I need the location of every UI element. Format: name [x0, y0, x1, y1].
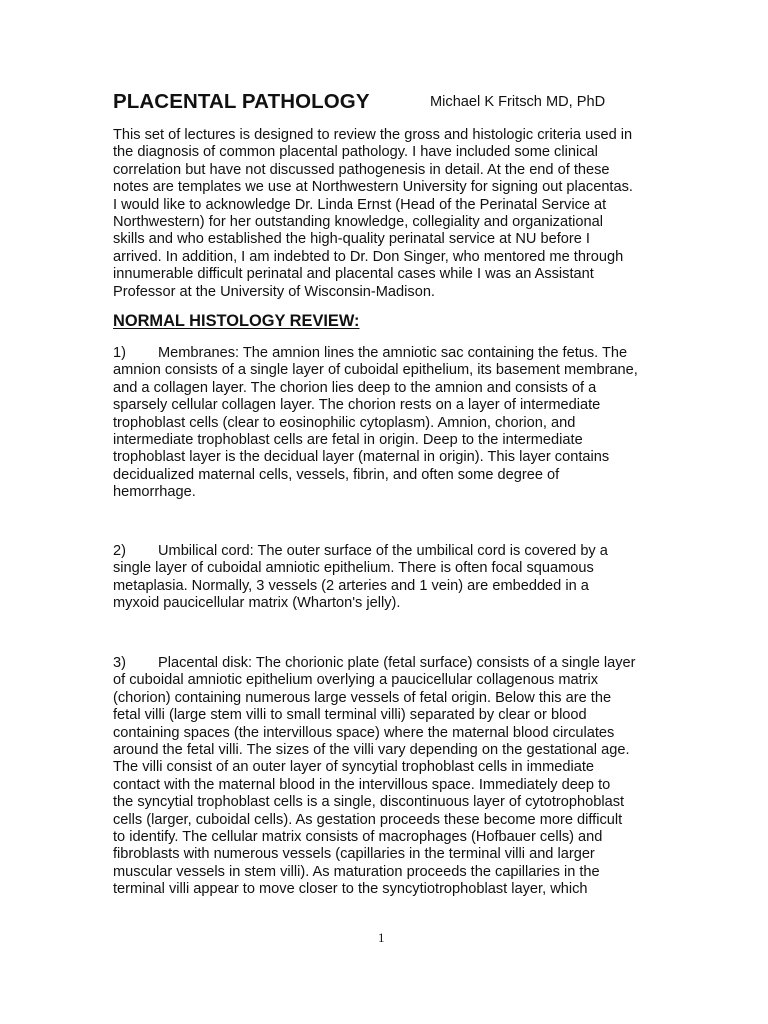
text-line: Professor at the University of Wisconsin-Madison.: [113, 283, 435, 300]
text-line: amnion consists of a single layer of cuboidal epithelium, its basement membrane,: [113, 362, 638, 379]
text-line: trophoblast cells (clear to eosinophilic cytoplasm). Amnion, chorion, and: [113, 414, 576, 431]
item-first-line: [113, 345, 673, 362]
item-umbilical-cord: [113, 543, 673, 613]
section-heading: NORMAL HISTOLOGY REVIEW:: [113, 312, 360, 330]
item-first-line: [113, 543, 673, 560]
text-line: This set of lectures is designed to review the gross and histologic criteria used in: [113, 127, 633, 143]
text-line: (chorion) containing numerous large vessels of fetal origin. Below this are the: [113, 689, 612, 706]
item-placental-disk: [113, 655, 673, 898]
text-line: contact with the maternal blood in the intervillous space. Immediately deep to: [113, 776, 611, 793]
text-line: terminal villi appear to move closer to the syncytiotrophoblast layer, which: [113, 881, 588, 898]
text-line: of cuboidal amniotic epithelium overlying a paucicellular collagenous matrix: [113, 672, 599, 689]
item-membranes: [113, 345, 673, 502]
text-line: The villi consist of an outer layer of syncytial trophoblast cells in immediate: [113, 759, 594, 776]
page-number: 1: [378, 930, 385, 945]
intro-paragraph: [113, 127, 673, 301]
text-line: innumerable difficult perinatal and placental cases while I was an Assistant: [113, 266, 594, 283]
text-line: skills and who established the high-quality perinatal service at NU before I: [113, 231, 590, 248]
item-lead-text: Umbilical cord: The outer surface of the umbilical cord is covered by a: [158, 543, 608, 559]
author-name: Michael K Fritsch MD, PhD: [430, 94, 606, 110]
text-line: metaplasia. Normally, 3 vessels (2 arteries and 1 vein) are embedded in a: [113, 577, 589, 594]
item-number: 2): [113, 543, 126, 559]
text-line: Northwestern) for her outstanding knowledge, collegiality and organizational: [113, 213, 603, 230]
text-line: hemorrhage.: [113, 484, 196, 501]
text-line: decidualized maternal cells, vessels, fibrin, and often some degree of: [113, 466, 560, 483]
item-lead-text: Placental disk: The chorionic plate (fetal surface) consists of a single layer: [158, 655, 636, 671]
item-first-line: [113, 655, 673, 672]
document-title: PLACENTAL PATHOLOGY: [113, 90, 370, 113]
text-line: containing spaces (the intervillous space) where the maternal blood circulates: [113, 724, 615, 741]
text-line: trophoblast layer is the decidual layer (maternal in origin). This layer contains: [113, 449, 610, 466]
text-line: to identify. The cellular matrix consists of macrophages (Hofbauer cells) and: [113, 828, 603, 845]
text-line: around the fetal villi. The sizes of the villi vary depending on the gestational age.: [113, 741, 630, 758]
text-line: fetal villi (large stem villi to small terminal villi) separated by clear or blood: [113, 707, 587, 724]
text-line: fibroblasts with numerous vessels (capillaries in the terminal villi and larger: [113, 846, 595, 863]
text-line: intermediate trophoblast cells are fetal in origin. Deep to the intermediate: [113, 431, 583, 448]
title-row: [113, 90, 673, 120]
text-line: and a collagen layer. The chorion lies deep to the amnion and consists of a: [113, 379, 597, 396]
text-line: myxoid paucicellular matrix (Wharton's jelly).: [113, 595, 401, 612]
text-line: I would like to acknowledge Dr. Linda Ernst (Head of the Perinatal Service at: [113, 196, 607, 213]
item-number: 1): [113, 345, 126, 361]
text-line: cells (larger, cuboidal cells). As gestation proceeds these become more difficult: [113, 811, 623, 828]
text-line: arrived. In addition, I am indebted to Dr. Don Singer, who mentored me through: [113, 248, 624, 265]
text-line: muscular vessels in stem villi). As maturation proceeds the capillaries in the: [113, 863, 600, 880]
text-line: the syncytial trophoblast cells is a single, discontinuous layer of cytotrophoblast: [113, 794, 625, 811]
text-line: the diagnosis of common placental pathology. I have included some clinical: [113, 144, 598, 161]
text-line: correlation but have not discussed pathogenesis in detail. At the end of these: [113, 161, 610, 178]
item-lead-text: Membranes: The amnion lines the amniotic sac containing the fetus. The: [158, 345, 628, 361]
text-line: sparsely cellular collagen layer. The chorion rests on a layer of intermediate: [113, 397, 601, 414]
item-number: 3): [113, 655, 126, 671]
text-line: single layer of cuboidal amniotic epithelium. There is often focal squamous: [113, 560, 594, 577]
text-line: notes are templates we use at Northwestern University for signing out placentas.: [113, 179, 633, 196]
